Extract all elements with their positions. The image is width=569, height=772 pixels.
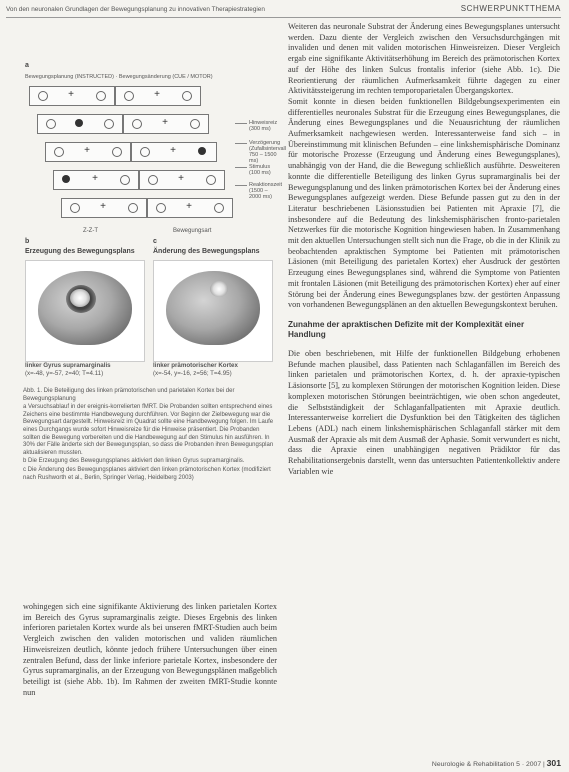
panel-b-caption	[25, 362, 143, 378]
journal-name: Neurologie & Rehabilitation 5 · 2007	[431, 761, 542, 768]
timeline-reaction: Reaktionszeit (1500 – 2000 ms)	[249, 182, 283, 200]
right-body-text-2	[288, 349, 560, 477]
stimulus-frame: +	[139, 170, 225, 190]
right-column	[288, 22, 560, 477]
figure-caption-a: a Versuchsablauf in der ereignis-korrelierten fMRT. Die Probanden sollten entsprechend eines Zeichens eine bestimmte Handbewegung durchführen. Vor Beginn der Zielbewegung war die Bewegungsart dargestellt. Hinweisreiz im Quadrat sollte eine Handbewegung folgen. Im Laufe eines Durchgangs wurde sofort Hinweisreize für die Hinweise präsentiert. Die Probanden sollten die Bewegung vorbereiten und die Handbewegung auf den Stimulus hin ausführen. In 30% der Fälle änderte sich der Bewegungsplan, so dass die Probanden ihren Bewegungsplan aktualisieren mussten.	[23, 404, 274, 456]
brain-image-b	[25, 260, 145, 362]
brain-image-c	[153, 260, 273, 362]
panel-c-label: c	[153, 238, 157, 245]
trial-types-label: Bewegungsplanung (INSTRUCTED) · Bewegungsänderung (CUE / MOTOR)	[25, 74, 213, 80]
page-number: 301	[546, 758, 561, 768]
running-header-title: Von den neuronalen Grundlagen der Bewegungsplanung zu innovativen Therapiestrategien	[6, 6, 265, 13]
stimulus-frame: +	[115, 86, 201, 106]
right-body-text	[288, 22, 560, 311]
paragraph: wohingegen sich eine signifikante Aktivierung des linken parietalen Kortex im Bereich des Gyrus supramarginalis zeigte. Dieses Ergebnis des linken inferioren parietalen Kortex wurde als bei unseren fMRT-Studien auch beim Vergleich zwischen den validen motorischen und validen räumlichen Hinweisreizen deutlich, könnte jedoch frühere Untersuchungen über einen zentralen Befund, dass der linke inferiore parietale Kortex, insbesondere der Gyrus supramarginalis, an der Erzeugung von Bewegungsplänen maßgeblich beteiligt ist (siehe Abb. 1b). Im Rahmen der zweiten fMRT-Studie konnte nun	[23, 602, 277, 697]
stimulus-frame	[37, 114, 123, 134]
panel-c-title: Änderung des Bewegungsplans	[153, 248, 260, 255]
figure-caption-c: c Die Änderung des Bewegungsplanes aktiviert den linken prämotorischen Kortex (modifiziert nach Rushworth et al., Berlin, Springer Verlag, Heidelberg 2003)	[23, 466, 271, 481]
bottom-label-left: Z-Z-T	[83, 228, 98, 234]
stimulus-frame: +	[131, 142, 217, 162]
stimulus-frame: +	[123, 114, 209, 134]
stimulus-frame: +	[61, 198, 147, 218]
paragraph: Weiteren das neuronale Substrat der Änderung eines Bewegungsplanes untersucht werden. Dazu diente der Vergleich zwischen den Versuchsdurchgängen mit invaliden und denen mit validen motorischen Hinweisreizen. Dieser Vergleich ergab eine signifikante Aktivitätserhöhung im Bereich des prämotorischen Kortex auf der Höhe des linken Sulcus frontalis inferior (siehe Abb. 1c). Die Reorientierung der räumlichen Aufmerksamkeit führte dagegen zu einer Aktivitätssteigerung im rechten temporoparietalen Übergangskortex.	[288, 22, 560, 96]
figure-caption-b: b Die Erzeugung des Bewegungsplanes aktiviert den linken Gyrus supramarginalis.	[23, 458, 245, 465]
timeline-cue: Hinweisreiz (300 ms)	[249, 120, 278, 132]
bottom-label-right: Bewegungsart	[173, 228, 212, 234]
timeline-delay: Verzögerung (Zufallsintervall 750 – 1500 ms)	[249, 140, 286, 164]
figure-caption	[23, 388, 277, 483]
left-body-text	[23, 602, 277, 698]
panel-c-coords: (x=-54, y=-16, z=56; T=4.95)	[153, 370, 232, 377]
panel-b-title: Erzeugung des Bewegungsplans	[25, 248, 135, 255]
timeline-stimulus: Stimulus (100 ms)	[249, 164, 277, 176]
header-rule	[6, 17, 561, 18]
stimulus-frame: +	[45, 142, 131, 162]
panel-b-label: b	[25, 238, 30, 245]
section-label: SCHWERPUNKTTHEMA	[460, 4, 561, 13]
panel-c-region: linker prämotorischer Kortex	[153, 362, 238, 369]
page-footer: Neurologie & Rehabilitation 5 · 2007 | 301	[431, 758, 561, 768]
figure-caption-title: Abb. 1. Die Beteiligung des linken prämotorischen und parietalen Kortex bei der Bewegungsplanung	[23, 388, 235, 402]
paragraph: Die oben beschriebenen, mit Hilfe der funktionellen Bildgebung erhobenen Befunde machen plausibel, dass Patienten nach Schlaganfällen im Bereich des linken parietalen und prämotorischen Kortex, d. h. der apraxie-typischen Läsionsorte [5], zu komplexen Störungen der motorischen Kognition leiden. Diese komplexen motorischen Störungen beeinträchtigen, wie oben schon angedeutet, die Selbstständigkeit der Schlaganfallpatienten mit Apraxie deutlich. Interessanterweise korreliert die Dysfunktion bei den Tätigkeiten des täglichen Lebens (ADL) nach einem linkshemisphärischen Schlaganfall stärker mit dem Ausmaß der Apraxie als mit dem Ausmaß der Aphasie. Somit verwundert es nicht, dass die Apraxie einen unabhängigen negativen Prädiktor für das Rehabilitationsergebnis darstellt, wenn das untersuchten Patientenkollektiv andere Variablen wie	[288, 348, 560, 476]
panel-a-label: a	[25, 62, 29, 69]
stimulus-frame: +	[29, 86, 115, 106]
figure-1	[23, 58, 286, 384]
panel-c-caption	[153, 362, 271, 378]
panel-b-region: linker Gyrus supramarginalis	[25, 362, 111, 369]
paragraph: Somit konnte in diesen beiden funktionellen Bildgebungsexperimenten ein differentielles neuronales Substrat für die Erzeugung eines Bewegungsplanes, die Änderung eines Bewegungsplanes und die Neuausrichtung der räumlichen Aufmerksamkeit nachgewiesen werden. Interessanterweise fand sich – in Übereinstimmung mit klinischen Befunden – eine linkshemisphärische Dominanz für motorische Prozesse (Erzeugung und Änderung eines Bewegungsplanes), unabhängig von der Hand, die die Bewegung schließlich ausführte. Desweiteren konnte die differentielle Beteiligung des linken Gyrus supramarginalis bei der Bewegungsplanung und des linken prämotorischen Kortex bei der Änderung eines Bewegungsplanes aufgezeigt werden. Diese Befunde passen gut zu den in der Literatur beschriebenen Läsionsstudien bei Patienten mit Apraxie [7], die insbesondere auf die Bedeutung des linkshemisphärischen fronto-parietalen Netzwerkes für die motorische Kognition hingewiesen haben. In Zusammenhang mit den aktuellen Untersuchungen stellt sich nun die Frage, ob die in der Klinik zu beobachtenden apraktischen Symptome bei Patienten mit prämotorischen Läsionen (mit Beteiligung des parietalen Kortex) eher Ausdruck der gestörten Erzeugung eines Bewegungsplanes sind, während die Symptome von Patienten mit frontalen Läsionen (mit Beteiligung des prämotorischen Kortex) eher auf einer Störung bei der Änderung eines Bewegungsplanes bzw. der gestörten Anpassung von vorhandenen Bewegungsplänen an den aktuellen Bewegungskontext beruhen.	[288, 96, 560, 310]
panel-b-coords: (x=-48, y=-57, z=40; T=4.11)	[25, 370, 104, 377]
left-column	[23, 58, 286, 758]
stimulus-frame: +	[53, 170, 139, 190]
running-header	[6, 4, 561, 16]
stimulus-frame: +	[147, 198, 233, 218]
section-heading: Zunahme der apraktischen Defizite mit der Komplexität einer Handlung	[288, 319, 525, 340]
